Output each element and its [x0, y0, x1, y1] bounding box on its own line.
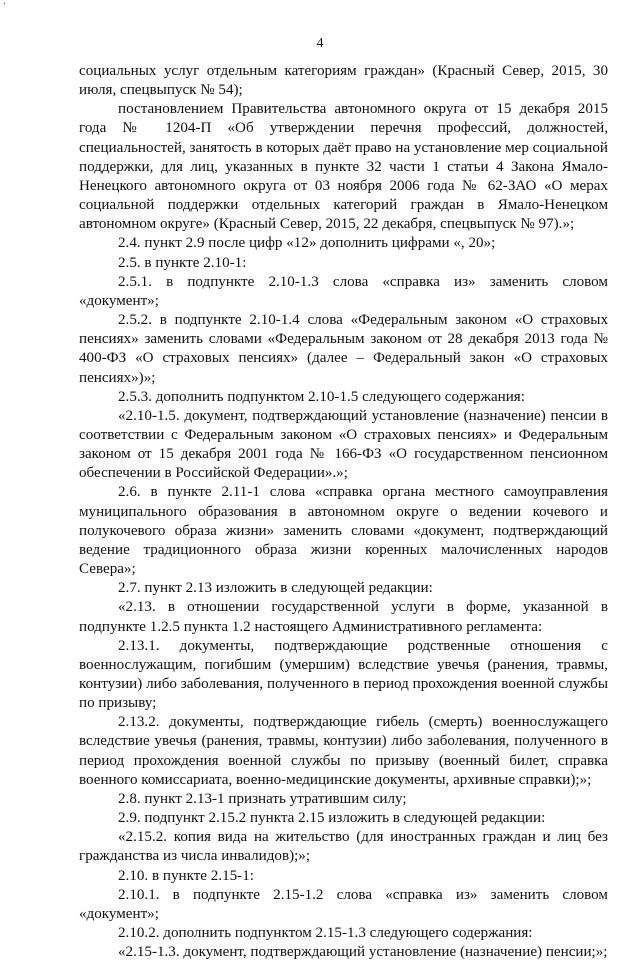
paragraph-2-7: 2.7. пункт 2.13 изложить в следующей редакции: [118, 580, 433, 597]
paragraph-2-5: 2.5. в пункте 2.10-1: [118, 254, 247, 271]
scan-corner-mark: ʽ [3, 1, 6, 11]
paragraph-2-15-2: «2.15.2. копия вида на жительство (для иностранных граждан и лиц без гражданства из числа инвалидов);»; [79, 829, 608, 865]
paragraph-2-9: 2.9. подпункт 2.15.2 пункта 2.15 изложить в следующей редакции: [118, 810, 546, 827]
paragraph-2-4: 2.4. пункт 2.9 после цифр «12» дополнить цифрами «, 20»; [118, 235, 496, 252]
paragraph-resolution-1204p: постановлением Правительства автономного округа от 15 декабря 2015 года № 1204-П «Об утверждении перечня профессий, должностей, специальностей, занятость в которых даёт право на установление мер социальной поддержки, для лиц, указанных в пункте 32 части 1 статьи 4 Закона Ямало-Ненецкого автономного округа от 03 ноября 2006 года № 62-ЗАО «О мерах социальной поддержки отдельных категорий граждан в Ямало-Ненецком автономном округе» (Красный Север, 2015, 22 декабря, спецвыпуск № 97).»; [79, 101, 608, 233]
paragraph-2-13-1: 2.13.1. документы, подтверждающие родственные отношения с военнослужащим, погибшим (умершим) вследствие увечья (ранения, травмы, контузии) либо заболевания, полученного в период прохождения военной службы по призыву; [79, 637, 608, 712]
page-number: 4 [316, 36, 324, 51]
paragraph-2-6: 2.6. в пункте 2.11-1 слова «справка органа местного самоуправления муниципального образования в автономном округе о ведении кочевого и полукочевого образа жизни» заменить словами «документ, подтверждающий ведение традиционного образа жизни коренных малочисленных народов Севера»; [79, 484, 608, 578]
paragraph-2-5-2: 2.5.2. в подпункте 2.10-1.4 слова «Федеральным законом «О страховых пенсиях» заменить словами «Федеральным законом от 28 декабря 2013 года № 400-ФЗ «О страховых пенсиях» (далее – Федеральный закон «О страховых пенсиях»)»; [79, 312, 608, 386]
paragraph-2-13: «2.13. в отношении государственной услуги в форме, указанной в подпункте 1.2.5 пункта 1.2 настоящего Административного регламента: [79, 599, 608, 635]
paragraph-continuation: социальных услуг отдельным категориям граждан» (Красный Север, 2015, 30 июля, спецвыпуск № 54); [79, 63, 608, 99]
paragraph-2-13-2: 2.13.2. документы, подтверждающие гибель (смерть) военнослужащего вследствие увечья (ранения, травмы, контузии) либо заболевания, полученного в период прохождения военной службы по призыву (военный билет, справка военного комиссариата, военно-медицинские документы, архивные справки);»; [79, 714, 608, 788]
paragraph-2-15-1-3: «2.15-1.3. документ, подтверждающий установление (назначение) пенсии;»; [118, 944, 608, 961]
paragraph-2-5-1: 2.5.1. в подпункте 2.10-1.3 слова «справка из» заменить словом «документ»; [79, 273, 608, 309]
paragraph-2-10-1-5: «2.10-1.5. документ, подтверждающий установление (назначение) пенсии в соответствии с Федеральным законом «О страховых пенсиях» и Федеральным законом от 15 декабря 2001 года № 166-ФЗ «О государственном пенсионном обеспечении в Российской Федерации».»; [79, 407, 608, 482]
paragraph-2-10-2: 2.10.2. дополнить подпунктом 2.15-1.3 следующего содержания: [118, 925, 533, 942]
paragraph-2-8: 2.8. пункт 2.13-1 признать утратившим силу; [118, 790, 407, 807]
paragraph-2-10-1: 2.10.1. в подпункте 2.15-1.2 слова «справка из» заменить словом «документ»; [79, 886, 608, 922]
paragraph-2-10: 2.10. в пункте 2.15-1: [118, 867, 254, 884]
paragraph-2-5-3: 2.5.3. дополнить подпунктом 2.10-1.5 следующего содержания: [118, 388, 525, 405]
document-body [79, 62, 608, 962]
